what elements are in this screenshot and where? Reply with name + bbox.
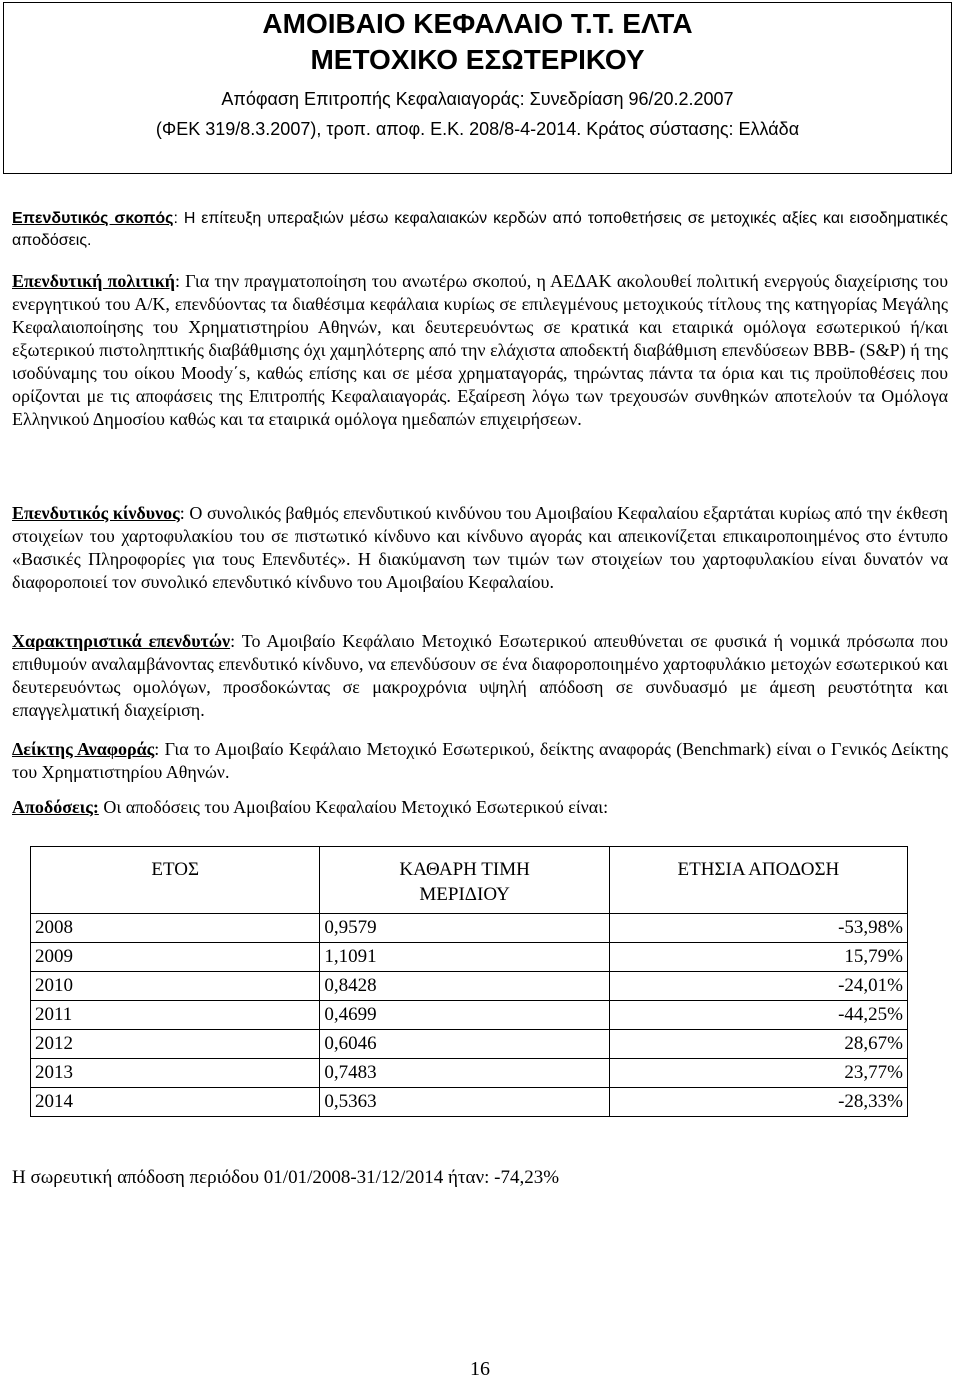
- year-cell: 2011: [31, 1001, 320, 1030]
- cumulative-return-text: Η σωρευτική απόδοση περιόδου 01/01/2008-31/12/2014 ήταν: -74,23%: [12, 1167, 560, 1188]
- returns-table: [30, 846, 908, 1117]
- return-cell: 28,67%: [609, 1030, 907, 1059]
- nav-cell: 0,8428: [320, 972, 609, 1001]
- year-cell: 2010: [31, 972, 320, 1001]
- risk-paragraph: [12, 502, 948, 594]
- objective-label: Επενδυτικός σκοπός: [12, 210, 174, 227]
- header-year: ΕΤΟΣ: [31, 847, 320, 914]
- returns-intro-label: Αποδόσεις:: [12, 797, 99, 817]
- investors-label: Χαρακτηριστικά επενδυτών: [12, 631, 231, 651]
- nav-cell: 0,9579: [320, 914, 609, 943]
- policy-label: Επενδυτική πολιτική: [12, 271, 175, 291]
- benchmark-paragraph: [12, 738, 948, 784]
- return-cell: 23,77%: [609, 1059, 907, 1088]
- year-cell: 2008: [31, 914, 320, 943]
- nav-cell: 0,7483: [320, 1059, 609, 1088]
- objective-text: : Η επίτευξη υπεραξιών μέσω κεφαλαιακών κερδών από τοποθετήσεις σε μετοχικές αξίες και εισοδηματικές αποδόσεις.: [12, 210, 948, 249]
- return-cell: -44,25%: [609, 1001, 907, 1030]
- nav-cell: 0,4699: [320, 1001, 609, 1030]
- investors-paragraph: [12, 630, 948, 722]
- fek-line: (ΦΕΚ 319/8.3.2007), τροπ. αποφ. Ε.Κ. 208/8-4-2014. Κράτος σύστασης: Ελλάδα: [155, 119, 800, 139]
- table-row: [31, 1030, 908, 1059]
- year-cell: 2009: [31, 943, 320, 972]
- table-row: [31, 943, 908, 972]
- return-cell: -28,33%: [609, 1088, 907, 1117]
- return-cell: 15,79%: [609, 943, 907, 972]
- nav-cell: 1,1091: [320, 943, 609, 972]
- risk-label: Επενδυτικός κίνδυνος: [12, 503, 180, 523]
- year-cell: 2013: [31, 1059, 320, 1088]
- benchmark-text: : Για το Αμοιβαίο Κεφάλαιο Μετοχικό Εσωτερικού, δείκτης αναφοράς (Benchmark) είναι ο Γενικός Δείκτης του Χρηματιστηρίου Αθηνών.: [12, 739, 948, 782]
- page-number: 16: [470, 1358, 490, 1380]
- year-cell: 2012: [31, 1030, 320, 1059]
- policy-text: : Για την πραγματοποίηση του ανωτέρω σκοπού, η ΑΕΔΑΚ ακολουθεί πολιτική ενεργούς διαχείρισης του ενεργητικού του Α/Κ, επενδύοντας τα διαθέσιμα κεφάλαια κυρίως σε επιλεγμένους μετοχικούς τίτλους της κατηγορίας Μεγάλης Κεφαλαιοποίησης του Χρηματιστηρίου Αθηνών, και δευτερευόντως σε κρατικά και εταιρικά ομόλογα εσωτερικού ή/και εξωτερικού πιστοληπτικής διαβάθμισης όχι χαμηλότερης από την ελάχιστα αποδεκτή διαβάθμιση επενδύσεων BBB- (S&P) ή της ισοδύναμης του οίκου Moody΄s, καθώς επίσης και σε μέσα χρηματαγοράς, τηρώντας πάντα τα όρια και τις προϋποθέσεις που ορίζονται με τις αποφάσεις της Επιτροπής Κεφαλαιαγοράς. Εξαίρεση λόγω των τρεχουσών συνθηκών αποτελούν τα Ομόλογα Ελληνικού Δημοσίου καθώς και τα εταιρικά ομόλογα ημεδαπών επιχειρήσεων.: [12, 271, 948, 429]
- risk-text: : Ο συνολικός βαθμός επενδυτικού κινδύνου του Αμοιβαίου Κεφαλαίου εξαρτάται κυρίως από την έκθεση στοιχείων του χαρτοφυλακίου του σε πιστωτικό κίνδυνο και κίνδυνο αγοράς και απεικονίζεται επικαιροποιημένος στο έντυπο «Βασικές Πληροφορίες για τους Επενδυτές». Η διακύμανση των τιμών των στοιχείων του χαρτοφυλακίου είναι δυνατόν να διαφοροποιεί τον συνολικό επενδυτικό κίνδυνο του Αμοιβαίου Κεφαλαίου.: [12, 503, 948, 592]
- investors-text: : Το Αμοιβαίο Κεφάλαιο Μετοχικό Εσωτερικού απευθύνεται σε φυσικά ή νομικά πρόσωπα που επιθυμούν αναλαμβάνοντας επενδυτικό κίνδυνο, να επενδύσουν σε ένα διαφοροποιημένο χαρτοφυλάκιο μετοχών εσωτερικού και δευτερευόντως ομολόγων, προσδοκώντας σε μακροχρόνια υψηλή απόδοση σε συνδυασμό με άμεση ρευστότητα και επαγγελματική διαχείριση.: [12, 631, 948, 720]
- header-nav: ΚΑΘΑΡΗ ΤΙΜΗ ΜΕΡΙΔΙΟΥ: [320, 847, 609, 914]
- nav-cell: 0,6046: [320, 1030, 609, 1059]
- fund-header-box: [3, 2, 952, 174]
- benchmark-label: Δείκτης Αναφοράς: [12, 739, 155, 759]
- returns-intro-text: Οι αποδόσεις του Αμοιβαίου Κεφαλαίου Μετοχικό Εσωτερικού είναι:: [98, 797, 609, 817]
- table-row: [31, 1088, 908, 1117]
- policy-paragraph: [12, 270, 948, 431]
- table-row: [31, 1059, 908, 1088]
- return-cell: -24,01%: [609, 972, 907, 1001]
- header-return: ΕΤΗΣΙΑ ΑΠΟΔΟΣΗ: [609, 847, 907, 914]
- returns-intro-paragraph: [12, 796, 948, 819]
- fund-title: ΑΜΟΙΒΑΙΟ ΚΕΦΑΛΑΙΟ Τ.Τ. ΕΛΤΑ: [262, 8, 693, 39]
- nav-cell: 0,5363: [320, 1088, 609, 1117]
- return-cell: -53,98%: [609, 914, 907, 943]
- table-row: [31, 914, 908, 943]
- decision-line: Απόφαση Επιτροπής Κεφαλαιαγοράς: Συνεδρίαση 96/20.2.2007: [221, 89, 734, 109]
- table-row: [31, 972, 908, 1001]
- returns-table-header-row: [31, 847, 908, 914]
- fund-subtitle: ΜΕΤΟΧΙΚΟ ΕΣΩΤΕΡΙΚΟΥ: [310, 44, 645, 75]
- objective-paragraph: [12, 208, 948, 252]
- table-row: [31, 1001, 908, 1030]
- year-cell: 2014: [31, 1088, 320, 1117]
